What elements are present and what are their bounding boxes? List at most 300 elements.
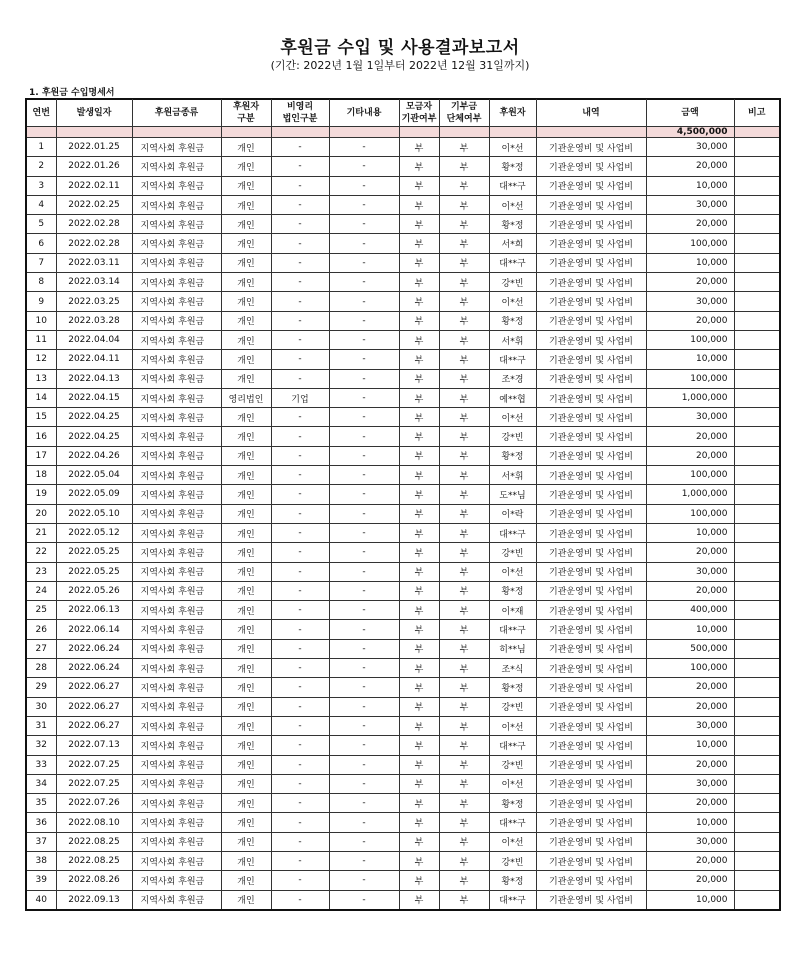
row-donor-type: 개인 <box>221 408 271 427</box>
table-row <box>26 408 780 427</box>
row-fund-org: 부 <box>399 330 439 349</box>
row-detail: 기관운영비 및 사업비 <box>536 832 646 851</box>
row-amount: 10,000 <box>646 176 734 195</box>
row-donor: 황*정 <box>489 581 536 600</box>
header-donor: 후원자 <box>489 99 536 127</box>
row-type: 지역사회 후원금 <box>132 176 221 195</box>
row-etc: - <box>329 562 399 581</box>
row-note <box>734 292 780 311</box>
row-nonprofit: - <box>271 659 329 678</box>
table-row <box>26 620 780 639</box>
header-detail: 내역 <box>536 99 646 127</box>
row-no: 12 <box>26 350 56 369</box>
row-date: 2022.04.25 <box>56 408 132 427</box>
row-detail: 기관운영비 및 사업비 <box>536 350 646 369</box>
row-amount: 30,000 <box>646 832 734 851</box>
row-type: 지역사회 후원금 <box>132 350 221 369</box>
row-detail: 기관운영비 및 사업비 <box>536 369 646 388</box>
row-amount: 30,000 <box>646 292 734 311</box>
row-group: 부 <box>439 215 489 234</box>
row-type: 지역사회 후원금 <box>132 195 221 214</box>
row-fund-org: 부 <box>399 253 439 272</box>
row-donor-type: 개인 <box>221 350 271 369</box>
row-etc: - <box>329 253 399 272</box>
row-donor-type: 영리법인 <box>221 388 271 407</box>
row-donor: 이*선 <box>489 408 536 427</box>
row-detail: 기관운영비 및 사업비 <box>536 543 646 562</box>
row-date: 2022.06.27 <box>56 716 132 735</box>
row-donor-type: 개인 <box>221 601 271 620</box>
row-note <box>734 446 780 465</box>
table-row <box>26 659 780 678</box>
row-etc: - <box>329 871 399 890</box>
row-detail: 기관운영비 및 사업비 <box>536 716 646 735</box>
row-detail: 기관운영비 및 사업비 <box>536 138 646 157</box>
row-etc: - <box>329 330 399 349</box>
row-no: 6 <box>26 234 56 253</box>
row-donor-type: 개인 <box>221 697 271 716</box>
row-donor-type: 개인 <box>221 523 271 542</box>
table-row <box>26 813 780 832</box>
row-type: 지역사회 후원금 <box>132 408 221 427</box>
row-date: 2022.03.28 <box>56 311 132 330</box>
row-type: 지역사회 후원금 <box>132 890 221 910</box>
row-no: 17 <box>26 446 56 465</box>
row-note <box>734 234 780 253</box>
row-detail: 기관운영비 및 사업비 <box>536 466 646 485</box>
total-amount: 4,500,000 <box>646 127 734 138</box>
table-row <box>26 253 780 272</box>
row-donor: 강*빈 <box>489 755 536 774</box>
row-no: 2 <box>26 157 56 176</box>
row-date: 2022.07.25 <box>56 774 132 793</box>
row-group: 부 <box>439 234 489 253</box>
row-type: 지역사회 후원금 <box>132 504 221 523</box>
row-donor: 황*정 <box>489 215 536 234</box>
row-note <box>734 890 780 910</box>
row-date: 2022.05.12 <box>56 523 132 542</box>
row-etc: - <box>329 195 399 214</box>
row-date: 2022.01.26 <box>56 157 132 176</box>
row-nonprofit: - <box>271 330 329 349</box>
row-fund-org: 부 <box>399 311 439 330</box>
row-donor: 대**구 <box>489 620 536 639</box>
row-amount: 1,000,000 <box>646 388 734 407</box>
row-detail: 기관운영비 및 사업비 <box>536 330 646 349</box>
row-note <box>734 369 780 388</box>
row-group: 부 <box>439 311 489 330</box>
row-detail: 기관운영비 및 사업비 <box>536 408 646 427</box>
row-fund-org: 부 <box>399 138 439 157</box>
row-donor-type: 개인 <box>221 485 271 504</box>
row-nonprofit: - <box>271 620 329 639</box>
row-note <box>734 427 780 446</box>
row-donor: 황*정 <box>489 678 536 697</box>
row-etc: - <box>329 273 399 292</box>
row-type: 지역사회 후원금 <box>132 871 221 890</box>
row-note <box>734 851 780 870</box>
row-detail: 기관운영비 및 사업비 <box>536 485 646 504</box>
row-amount: 30,000 <box>646 774 734 793</box>
table-row <box>26 485 780 504</box>
row-donor: 이*선 <box>489 832 536 851</box>
row-donor: 대**구 <box>489 736 536 755</box>
row-date: 2022.06.13 <box>56 601 132 620</box>
row-detail: 기관운영비 및 사업비 <box>536 273 646 292</box>
row-nonprofit: - <box>271 176 329 195</box>
row-type: 지역사회 후원금 <box>132 697 221 716</box>
row-fund-org: 부 <box>399 427 439 446</box>
row-donor-type: 개인 <box>221 851 271 870</box>
row-no: 16 <box>26 427 56 446</box>
row-fund-org: 부 <box>399 871 439 890</box>
row-donor-type: 개인 <box>221 311 271 330</box>
row-nonprofit: - <box>271 832 329 851</box>
row-note <box>734 581 780 600</box>
row-date: 2022.02.28 <box>56 234 132 253</box>
row-nonprofit: - <box>271 369 329 388</box>
row-group: 부 <box>439 697 489 716</box>
row-donor: 이*재 <box>489 601 536 620</box>
row-fund-org: 부 <box>399 794 439 813</box>
table-row <box>26 311 780 330</box>
row-no: 10 <box>26 311 56 330</box>
row-amount: 10,000 <box>646 350 734 369</box>
row-no: 9 <box>26 292 56 311</box>
row-group: 부 <box>439 736 489 755</box>
row-fund-org: 부 <box>399 292 439 311</box>
row-detail: 기관운영비 및 사업비 <box>536 157 646 176</box>
row-fund-org: 부 <box>399 485 439 504</box>
row-type: 지역사회 후원금 <box>132 234 221 253</box>
row-etc: - <box>329 176 399 195</box>
row-etc: - <box>329 369 399 388</box>
row-note <box>734 678 780 697</box>
row-nonprofit: - <box>271 813 329 832</box>
table-row <box>26 292 780 311</box>
row-group: 부 <box>439 832 489 851</box>
row-date: 2022.09.13 <box>56 890 132 910</box>
row-type: 지역사회 후원금 <box>132 620 221 639</box>
row-note <box>734 639 780 658</box>
row-group: 부 <box>439 504 489 523</box>
row-amount: 20,000 <box>646 427 734 446</box>
row-detail: 기관운영비 및 사업비 <box>536 601 646 620</box>
row-fund-org: 부 <box>399 504 439 523</box>
row-detail: 기관운영비 및 사업비 <box>536 678 646 697</box>
row-amount: 30,000 <box>646 195 734 214</box>
row-amount: 10,000 <box>646 620 734 639</box>
table-row <box>26 890 780 910</box>
row-amount: 100,000 <box>646 504 734 523</box>
row-no: 29 <box>26 678 56 697</box>
row-donor: 대**구 <box>489 813 536 832</box>
row-detail: 기관운영비 및 사업비 <box>536 311 646 330</box>
row-date: 2022.04.11 <box>56 350 132 369</box>
row-amount: 20,000 <box>646 273 734 292</box>
row-etc: - <box>329 485 399 504</box>
header-amount: 금액 <box>646 99 734 127</box>
row-group: 부 <box>439 562 489 581</box>
row-donor-type: 개인 <box>221 138 271 157</box>
row-type: 지역사회 후원금 <box>132 157 221 176</box>
row-fund-org: 부 <box>399 755 439 774</box>
row-etc: - <box>329 813 399 832</box>
row-no: 20 <box>26 504 56 523</box>
row-no: 22 <box>26 543 56 562</box>
row-date: 2022.04.26 <box>56 446 132 465</box>
table-row <box>26 871 780 890</box>
row-fund-org: 부 <box>399 215 439 234</box>
row-donor: 이*선 <box>489 292 536 311</box>
row-no: 37 <box>26 832 56 851</box>
row-fund-org: 부 <box>399 388 439 407</box>
row-type: 지역사회 후원금 <box>132 388 221 407</box>
row-no: 8 <box>26 273 56 292</box>
table-row <box>26 755 780 774</box>
row-type: 지역사회 후원금 <box>132 311 221 330</box>
row-fund-org: 부 <box>399 562 439 581</box>
row-etc: - <box>329 890 399 910</box>
row-no: 35 <box>26 794 56 813</box>
row-fund-org: 부 <box>399 678 439 697</box>
row-date: 2022.07.26 <box>56 794 132 813</box>
row-etc: - <box>329 581 399 600</box>
table-row <box>26 388 780 407</box>
row-note <box>734 774 780 793</box>
table-row <box>26 504 780 523</box>
row-note <box>734 485 780 504</box>
row-amount: 30,000 <box>646 562 734 581</box>
row-type: 지역사회 후원금 <box>132 427 221 446</box>
row-donor: 이*선 <box>489 774 536 793</box>
row-fund-org: 부 <box>399 832 439 851</box>
table-row <box>26 176 780 195</box>
row-nonprofit: - <box>271 755 329 774</box>
row-donor: 이*선 <box>489 716 536 735</box>
row-amount: 10,000 <box>646 890 734 910</box>
row-etc: - <box>329 157 399 176</box>
row-detail: 기관운영비 및 사업비 <box>536 697 646 716</box>
row-nonprofit: - <box>271 562 329 581</box>
row-detail: 기관운영비 및 사업비 <box>536 890 646 910</box>
row-fund-org: 부 <box>399 446 439 465</box>
row-donor-type: 개인 <box>221 562 271 581</box>
table-row <box>26 138 780 157</box>
row-etc: - <box>329 639 399 658</box>
row-note <box>734 253 780 272</box>
row-amount: 20,000 <box>646 851 734 870</box>
row-donor: 대**구 <box>489 523 536 542</box>
row-no: 23 <box>26 562 56 581</box>
row-etc: - <box>329 659 399 678</box>
row-donor: 이*선 <box>489 138 536 157</box>
row-amount: 500,000 <box>646 639 734 658</box>
row-etc: - <box>329 794 399 813</box>
row-type: 지역사회 후원금 <box>132 330 221 349</box>
row-fund-org: 부 <box>399 620 439 639</box>
row-nonprofit: - <box>271 138 329 157</box>
row-donor-type: 개인 <box>221 330 271 349</box>
row-donor-type: 개인 <box>221 890 271 910</box>
row-type: 지역사회 후원금 <box>132 138 221 157</box>
header-group: 기부금 단체여부 <box>439 99 489 127</box>
row-donor-type: 개인 <box>221 871 271 890</box>
row-donor-type: 개인 <box>221 794 271 813</box>
row-no: 31 <box>26 716 56 735</box>
row-group: 부 <box>439 350 489 369</box>
row-type: 지역사회 후원금 <box>132 273 221 292</box>
row-no: 14 <box>26 388 56 407</box>
row-note <box>734 697 780 716</box>
row-nonprofit: - <box>271 523 329 542</box>
row-no: 33 <box>26 755 56 774</box>
row-nonprofit: - <box>271 716 329 735</box>
row-fund-org: 부 <box>399 601 439 620</box>
row-amount: 20,000 <box>646 446 734 465</box>
row-type: 지역사회 후원금 <box>132 736 221 755</box>
row-donor: 강*빈 <box>489 697 536 716</box>
row-group: 부 <box>439 330 489 349</box>
row-group: 부 <box>439 678 489 697</box>
table-row <box>26 195 780 214</box>
row-etc: - <box>329 311 399 330</box>
row-donor: 도**님 <box>489 485 536 504</box>
row-donor: 서*희 <box>489 234 536 253</box>
row-group: 부 <box>439 755 489 774</box>
row-etc: - <box>329 523 399 542</box>
row-amount: 20,000 <box>646 311 734 330</box>
header-type: 후원금종류 <box>132 99 221 127</box>
table-row <box>26 562 780 581</box>
row-note <box>734 794 780 813</box>
row-nonprofit: - <box>271 446 329 465</box>
row-donor-type: 개인 <box>221 659 271 678</box>
row-type: 지역사회 후원금 <box>132 851 221 870</box>
row-fund-org: 부 <box>399 234 439 253</box>
row-fund-org: 부 <box>399 369 439 388</box>
row-nonprofit: - <box>271 466 329 485</box>
row-fund-org: 부 <box>399 466 439 485</box>
row-nonprofit: - <box>271 601 329 620</box>
row-type: 지역사회 후원금 <box>132 832 221 851</box>
table-row <box>26 330 780 349</box>
row-etc: - <box>329 292 399 311</box>
row-group: 부 <box>439 466 489 485</box>
row-fund-org: 부 <box>399 176 439 195</box>
row-fund-org: 부 <box>399 736 439 755</box>
row-date: 2022.06.24 <box>56 659 132 678</box>
row-donor: 강*빈 <box>489 543 536 562</box>
row-donor: 대**구 <box>489 350 536 369</box>
row-date: 2022.06.24 <box>56 639 132 658</box>
header-note: 비고 <box>734 99 780 127</box>
row-type: 지역사회 후원금 <box>132 601 221 620</box>
row-type: 지역사회 후원금 <box>132 639 221 658</box>
table-row <box>26 427 780 446</box>
row-donor-type: 개인 <box>221 157 271 176</box>
row-no: 19 <box>26 485 56 504</box>
row-no: 39 <box>26 871 56 890</box>
row-note <box>734 215 780 234</box>
table-row <box>26 697 780 716</box>
row-donor: 이*선 <box>489 562 536 581</box>
row-fund-org: 부 <box>399 716 439 735</box>
row-note <box>734 330 780 349</box>
row-detail: 기관운영비 및 사업비 <box>536 523 646 542</box>
row-date: 2022.02.25 <box>56 195 132 214</box>
row-no: 25 <box>26 601 56 620</box>
row-donor-type: 개인 <box>221 543 271 562</box>
row-type: 지역사회 후원금 <box>132 659 221 678</box>
row-note <box>734 755 780 774</box>
row-amount: 10,000 <box>646 813 734 832</box>
row-donor-type: 개인 <box>221 639 271 658</box>
row-donor: 강*빈 <box>489 273 536 292</box>
row-donor-type: 개인 <box>221 195 271 214</box>
row-detail: 기관운영비 및 사업비 <box>536 794 646 813</box>
row-amount: 20,000 <box>646 794 734 813</box>
row-no: 4 <box>26 195 56 214</box>
row-donor-type: 개인 <box>221 620 271 639</box>
row-donor: 대**구 <box>489 176 536 195</box>
row-detail: 기관운영비 및 사업비 <box>536 446 646 465</box>
row-group: 부 <box>439 716 489 735</box>
row-etc: - <box>329 755 399 774</box>
row-donor-type: 개인 <box>221 504 271 523</box>
row-date: 2022.03.11 <box>56 253 132 272</box>
row-date: 2022.03.25 <box>56 292 132 311</box>
row-group: 부 <box>439 176 489 195</box>
row-fund-org: 부 <box>399 543 439 562</box>
row-amount: 100,000 <box>646 659 734 678</box>
row-group: 부 <box>439 273 489 292</box>
row-note <box>734 543 780 562</box>
row-etc: - <box>329 427 399 446</box>
row-group: 부 <box>439 195 489 214</box>
row-group: 부 <box>439 138 489 157</box>
row-note <box>734 601 780 620</box>
row-etc: - <box>329 678 399 697</box>
row-type: 지역사회 후원금 <box>132 446 221 465</box>
row-amount: 30,000 <box>646 408 734 427</box>
row-type: 지역사회 후원금 <box>132 466 221 485</box>
row-donor: 이*락 <box>489 504 536 523</box>
donation-income-table <box>25 98 781 911</box>
row-amount: 20,000 <box>646 755 734 774</box>
row-date: 2022.06.27 <box>56 697 132 716</box>
row-etc: - <box>329 504 399 523</box>
row-note <box>734 311 780 330</box>
table-row <box>26 581 780 600</box>
row-detail: 기관운영비 및 사업비 <box>536 736 646 755</box>
row-detail: 기관운영비 및 사업비 <box>536 659 646 678</box>
table-row <box>26 273 780 292</box>
row-group: 부 <box>439 659 489 678</box>
row-amount: 10,000 <box>646 253 734 272</box>
row-type: 지역사회 후원금 <box>132 485 221 504</box>
row-amount: 20,000 <box>646 697 734 716</box>
table-row <box>26 369 780 388</box>
row-no: 34 <box>26 774 56 793</box>
row-note <box>734 659 780 678</box>
row-no: 27 <box>26 639 56 658</box>
row-detail: 기관운영비 및 사업비 <box>536 234 646 253</box>
row-etc: - <box>329 851 399 870</box>
row-group: 부 <box>439 871 489 890</box>
row-type: 지역사회 후원금 <box>132 562 221 581</box>
row-donor: 강*빈 <box>489 427 536 446</box>
